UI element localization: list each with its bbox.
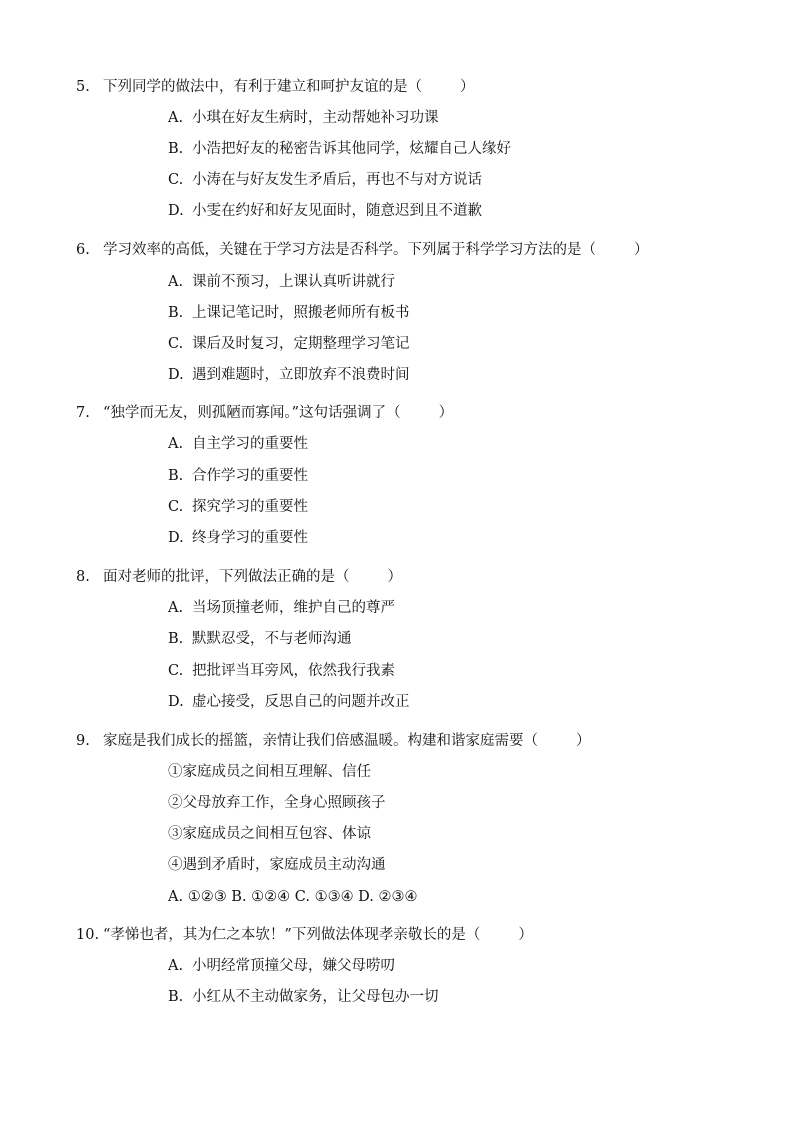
question-stem: 下列同学的做法中，有利于建立和呵护友谊的是（ ） bbox=[103, 79, 475, 95]
choice-line: A. ①②③ B. ①②④ C. ①③④ D. ②③④ bbox=[168, 889, 418, 905]
option-b: B. 合作学习的重要性 bbox=[168, 468, 308, 484]
option-b: B. 上课记笔记时，照搬老师所有板书 bbox=[168, 305, 410, 321]
option-c: C. 把批评当耳旁风，依然我行我素 bbox=[168, 663, 395, 679]
statement-2: ②父母放弃工作，全身心照顾孩子 bbox=[168, 795, 386, 811]
question-stem: “独学而无友，则孤陋而寡闻。”这句话强调了（ ） bbox=[103, 405, 454, 421]
question-stem: 家庭是我们成长的摇篮，亲情让我们倍感温暖。构建和谐家庭需要（ ） bbox=[103, 733, 591, 749]
option-a: A. 自主学习的重要性 bbox=[168, 436, 308, 452]
option-d: D. 遇到难题时，立即放弃不浪费时间 bbox=[168, 367, 410, 383]
option-b: B. 小红从不主动做家务，让父母包办一切 bbox=[168, 989, 439, 1005]
question-number: 9. bbox=[76, 733, 90, 749]
question-stem: 面对老师的批评，下列做法正确的是（ ） bbox=[103, 569, 402, 585]
statement-3: ③家庭成员之间相互包容、体谅 bbox=[168, 826, 371, 842]
option-d: D. 小雯在约好和好友见面时，随意迟到且不道歉 bbox=[168, 203, 482, 219]
option-a: A. 小明经常顶撞父母，嫌父母唠叨 bbox=[168, 958, 395, 974]
option-a: A. 当场顶撞老师，维护自己的尊严 bbox=[168, 600, 395, 616]
question-number: 8. bbox=[76, 569, 90, 585]
option-a: A. 课前不预习，上课认真听讲就行 bbox=[168, 274, 395, 290]
question-number: 5. bbox=[76, 79, 90, 95]
option-b: B. 小浩把好友的秘密告诉其他同学，炫耀自己人缘好 bbox=[168, 141, 511, 157]
question-stem: 学习效率的高低，关键在于学习方法是否科学。下列属于科学学习方法的是（ ） bbox=[103, 242, 649, 258]
question-stem: “孝悌也者，其为仁之本欤！”下列做法体现孝亲敬长的是（ ） bbox=[103, 927, 533, 943]
option-a: A. 小琪在好友生病时，主动帮她补习功课 bbox=[168, 110, 439, 126]
option-c: C. 探究学习的重要性 bbox=[168, 499, 308, 515]
option-b: B. 默默忍受，不与老师沟通 bbox=[168, 631, 352, 647]
option-d: D. 终身学习的重要性 bbox=[168, 530, 308, 546]
option-d: D. 虚心接受，反思自己的问题并改正 bbox=[168, 694, 410, 710]
question-number: 7. bbox=[76, 405, 90, 421]
question-number: 6. bbox=[76, 242, 90, 258]
statement-1: ①家庭成员之间相互理解、信任 bbox=[168, 764, 371, 780]
question-number: 10. bbox=[76, 927, 100, 943]
option-c: C. 课后及时复习，定期整理学习笔记 bbox=[168, 336, 410, 352]
option-c: C. 小涛在与好友发生矛盾后，再也不与对方说话 bbox=[168, 172, 482, 188]
statement-4: ④遇到矛盾时，家庭成员主动沟通 bbox=[168, 857, 386, 873]
